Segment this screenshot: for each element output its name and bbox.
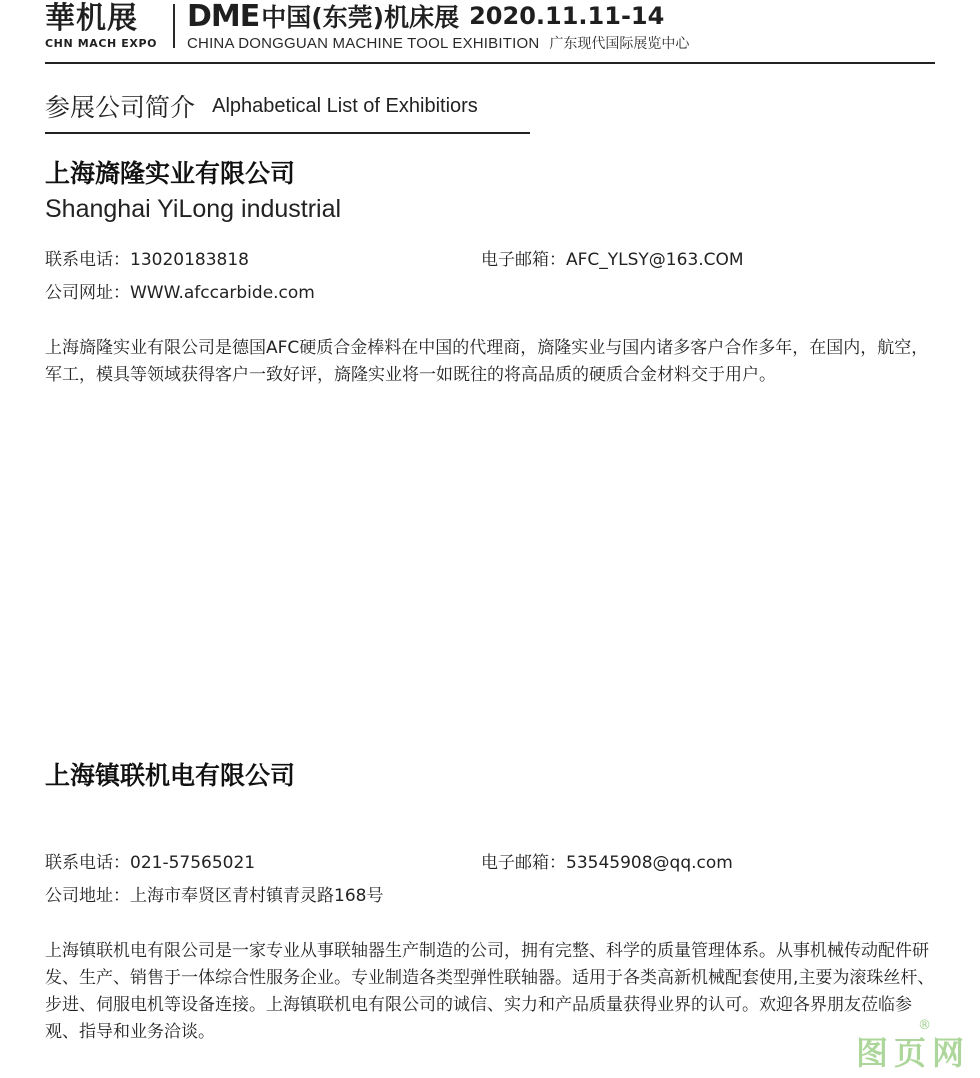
company-entry [45,156,935,389]
logo-chinese: 華机展 [45,1,138,36]
exhibition-title [187,0,907,52]
site-watermark: 图页网 [856,1034,971,1072]
company-description: 上海旖隆实业有限公司是德国AFC硬质合金棒料在中国的代理商，旖隆实业与国内诸多客户合作多年，在国内，航空，军工，模具等领域获得客户一致好评，旖隆实业将一如既往的将高品质的硬质合金材料交于用户。 [45,338,929,385]
company-name-cn: 上海镇联机电有限公司 [45,761,296,790]
company-email: 电子邮箱：AFC_YLSY@163.COM [481,250,744,270]
exhibition-venue: 广东现代国际展览中心 [549,36,690,52]
company-email: 电子邮箱：53545908@qq.com [481,853,733,873]
company-name-en: Shanghai YiLong industrial [45,195,342,223]
company-phone: 联系电话：021-57565021 [45,853,256,873]
exhibition-title-en: CHINA DONGGUAN MACHINE TOOL EXHIBITION [187,34,540,52]
company-phone: 联系电话：13020183818 [45,250,249,270]
company-description: 上海镇联机电有限公司是一家专业从事联轴器生产制造的公司，拥有完整、科学的质量管理体系。从事机械传动配件研发、生产、销售于一体综合性服务企业。专业制造各类型弹性联轴器。适用于各类高新机械配套使用,主要为滚珠丝杆、步进、伺服电机等设备连接。上海镇联机电有限公司的诚信、实力和产品质量获得业界的认可。欢迎各界朋友莅临参观、指导和业务洽谈。 [45,941,935,1042]
company-website: 公司网址：WWW.afccarbide.com [45,283,315,303]
registered-mark: ® [918,1018,931,1033]
company-entry [45,758,935,1046]
section-title-cn: 参展公司简介 [45,93,196,122]
section-title-en: Alphabetical List of Exhibitiors [212,94,478,117]
company-name-cn: 上海旖隆实业有限公司 [45,159,296,188]
logo-divider [173,4,175,48]
logo-english: CHN MACH EXPO [45,37,158,50]
dme-logo: DME [187,0,260,34]
expo-logo [45,2,170,51]
header-divider [45,62,935,64]
page-header [45,0,935,64]
contact-row [45,851,935,875]
exhibition-date: 2020.11.11-14 [469,2,665,30]
section-title [45,88,530,134]
contact-row [45,248,935,272]
exhibition-title-cn: 中国(东莞)机床展 [261,3,460,32]
company-address: 公司地址：上海市奉贤区青村镇青灵路168号 [45,886,384,906]
